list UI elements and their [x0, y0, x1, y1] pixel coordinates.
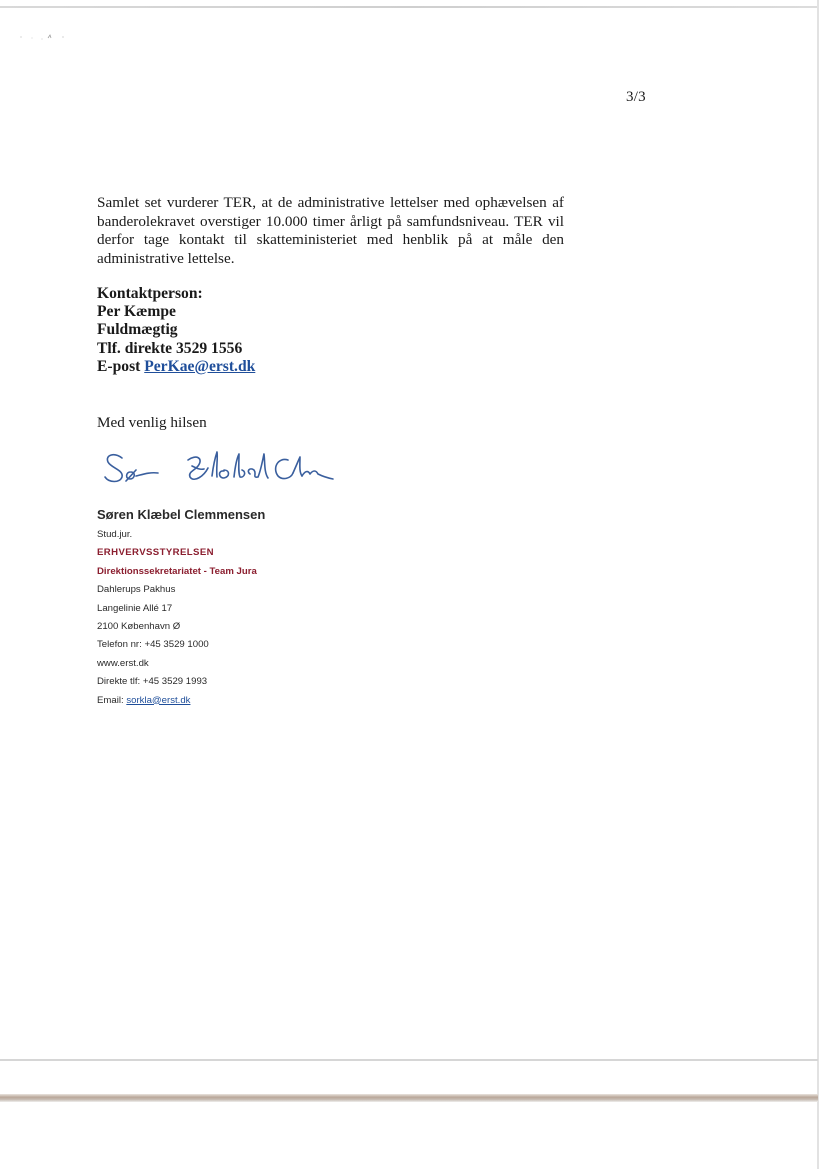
- signature-phone: Telefon nr: +45 3529 1000: [97, 639, 209, 651]
- contact-heading: Kontaktperson:: [97, 285, 203, 302]
- contact-email-link[interactable]: PerKae@erst.dk: [144, 357, 256, 375]
- scan-bar-bottom: [0, 1094, 818, 1102]
- signature-role: Stud.jur.: [97, 529, 133, 540]
- contact-block: [97, 285, 255, 376]
- scan-line-lower: [0, 1059, 818, 1061]
- signature-email-label: Email:: [97, 694, 124, 706]
- signature-organization: ERHVERVSSTYRELSEN: [97, 547, 214, 559]
- signature-email-link[interactable]: sorkla@erst.dk: [126, 694, 191, 706]
- signature-street: Langelinie Allé 17: [97, 602, 173, 614]
- signature-building: Dahlerups Pakhus: [97, 584, 176, 596]
- contact-phone: Tlf. direkte 3529 1556: [97, 339, 243, 357]
- signature-city: 2100 København Ø: [97, 621, 181, 633]
- email-signature-block: [97, 506, 265, 710]
- contact-title: Fuldmægtig: [97, 321, 178, 339]
- body-paragraph: Samlet set vurderer TER, at de administrative lettelser med ophævelsen af banderolekravet overstiger 10.000 timer årligt på samfundsniveau. TER vil derfor tage kontakt til skatteministeriet med henblik på at måle den administrative lettelse.: [97, 194, 564, 267]
- scan-edge-top: [0, 6, 818, 8]
- signature-direct-phone: Direkte tlf: +45 3529 1993: [97, 676, 208, 688]
- page-number: 3/3: [626, 89, 646, 105]
- signature-department: Direktionssekretariatet - Team Jura: [97, 565, 257, 577]
- contact-email-label: E-post: [97, 357, 141, 375]
- handwritten-signature: [100, 446, 335, 492]
- closing-greeting: Med venlig hilsen: [97, 414, 207, 431]
- signature-email-line: [97, 692, 265, 710]
- contact-email-line: [97, 358, 255, 376]
- contact-name: Per Kæmpe: [97, 303, 176, 321]
- scan-edge-right: [817, 0, 819, 1169]
- scan-specks: [18, 30, 78, 44]
- signature-website: www.erst.dk: [97, 657, 149, 669]
- signature-name: Søren Klæbel Clemmensen: [97, 507, 266, 522]
